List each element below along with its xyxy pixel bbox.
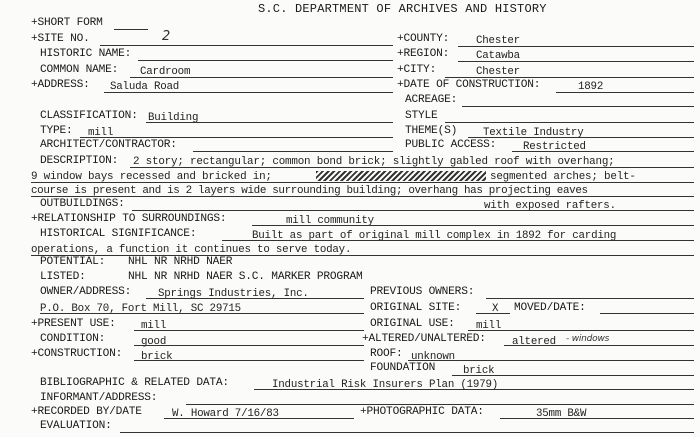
listed-options[interactable]: NHL NR NRHD NAER S.C. MARKER PROGRAM [128,271,363,283]
foundation-value[interactable]: brick [463,365,495,377]
potential-options[interactable]: NHL NR NRHD NAER [128,256,233,268]
bibliographic-label: BIBLIOGRAPHIC & RELATED DATA: [40,377,229,389]
short-form-line[interactable] [114,29,148,30]
outbuildings-label: OUTBUILDINGS: [40,198,125,210]
region-label: +REGION: [397,48,450,60]
public-access-label: PUBLIC ACCESS: [405,139,497,151]
informant-line[interactable] [186,404,694,405]
original-use-value[interactable]: mill [476,320,502,332]
form-title: S.C. DEPARTMENT OF ARCHIVES AND HISTORY [258,2,547,16]
informant-label: INFORMANT/ADDRESS: [40,392,158,404]
owner-line [146,298,364,299]
foundation-line [452,375,694,376]
classification-label: CLASSIFICATION: [40,110,138,122]
common-name-value[interactable]: Cardroom [140,66,191,78]
roof-value[interactable]: unknown [411,351,455,363]
evaluation-line[interactable] [120,432,694,433]
moved-date-label: MOVED/DATE: [514,302,586,314]
acreage-line[interactable] [462,106,694,107]
potential-label: POTENTIAL: [40,256,106,268]
previous-owners-label: PREVIOUS OWNERS: [370,286,475,298]
condition-line [134,345,364,346]
date-line [556,92,694,93]
present-use-value[interactable]: mill [141,320,167,332]
address-value[interactable]: Saluda Road [110,81,180,93]
condition-label: CONDITION: [40,333,106,345]
foundation-label: FOUNDATION [370,362,436,374]
outbuildings-continuation[interactable]: with exposed rafters. [484,200,616,212]
short-form-label: +SHORT FORM [31,17,103,29]
photographic-line [500,418,694,419]
altered-line [504,345,694,346]
classification-value[interactable]: Building [148,112,199,124]
significance-rule-1 [222,240,694,241]
architect-label: ARCHITECT/CONTRACTOR: [40,139,177,151]
relationship-line [252,225,694,226]
historic-name-line[interactable] [138,60,393,61]
moved-date-line[interactable] [600,313,694,314]
county-label: +COUNTY: [397,33,450,45]
relationship-label: +RELATIONSHIP TO SURROUNDINGS: [31,213,227,225]
description-line-2b[interactable]: segmented arches; belt- [490,171,636,183]
acreage-label: ACREAGE: [405,94,458,106]
bibliographic-line [254,389,694,390]
recorded-by-line [164,418,354,419]
public-access-line [512,151,694,152]
significance-line-1[interactable]: Built as part of original mill complex in 1892 for carding [252,230,617,242]
public-access-value[interactable]: Restricted [523,141,586,153]
original-use-line [468,330,694,331]
outbuildings-line [132,210,694,211]
altered-label: +ALTERED/UNALTERED: [362,333,486,345]
county-line [458,46,694,47]
description-line-1[interactable]: 2 story; rectangular; common bond brick; slightly gabled roof with overhang; [133,156,615,168]
present-use-label: +PRESENT USE: [31,318,116,330]
relationship-value[interactable]: mill community [286,215,374,227]
original-site-value[interactable]: X [492,303,499,315]
date-label: +DATE OF CONSTRUCTION: [397,79,541,91]
original-site-line [476,313,510,314]
description-line-2a[interactable]: 9 window bays recessed and bricked in; [31,171,272,183]
type-line [80,137,393,138]
recorded-by-label: +RECORDED BY/DATE [31,406,142,418]
type-value[interactable]: mill [88,127,114,139]
altered-handwritten-note: - windows [566,334,610,344]
photographic-value[interactable]: 35mm B&W [536,408,587,420]
date-value[interactable]: 1892 [578,81,604,93]
type-label: TYPE: [40,125,73,137]
site-no-line [100,45,393,46]
themes-label: THEME(S) [405,125,458,137]
description-crossed-out [316,171,486,181]
owner-value[interactable]: Springs Industries, Inc. [158,288,309,300]
architect-line[interactable] [193,151,393,152]
city-line [445,77,694,78]
evaluation-label: EVALUATION: [40,420,112,432]
construction-line [134,360,364,361]
description-label: DESCRIPTION: [40,155,119,167]
county-value[interactable]: Chester [476,35,520,47]
bibliographic-value[interactable]: Industrial Risk Insurers Plan (1979) [272,379,499,391]
style-line[interactable] [445,122,694,123]
style-label: STYLE [405,110,438,122]
description-line-3[interactable]: course is present and is 2 layers wide surrounding building; overhang has projecting eaves [31,185,588,197]
site-no-label: +SITE NO. [31,33,90,45]
original-site-label: ORIGINAL SITE: [370,302,462,314]
present-use-line [134,330,364,331]
common-name-line [130,77,393,78]
themes-value[interactable]: Textile Industry [483,127,584,139]
city-label: +CITY: [397,64,437,76]
owner-address-line [40,313,364,314]
roof-label: ROOF: [370,348,403,360]
altered-value[interactable]: altered [512,336,556,348]
previous-owners-line[interactable] [486,298,694,299]
recorded-by-value[interactable]: W. Howard 7/16/83 [172,408,279,420]
owner-address[interactable]: P.O. Box 70, Fort Mill, SC 29715 [40,303,241,315]
address-label: +ADDRESS: [31,79,90,91]
common-name-label: COMMON NAME: [40,64,119,76]
photographic-label: +PHOTOGRAPHIC DATA: [360,406,484,418]
construction-value[interactable]: brick [141,351,173,363]
original-use-label: ORIGINAL USE: [370,318,455,330]
historic-name-label: HISTORIC NAME: [40,48,132,60]
roof-line [408,360,694,361]
significance-line-2[interactable]: operations, a function it continues to serve today. [31,244,352,256]
region-value[interactable]: Catawba [476,50,520,62]
region-line [458,61,694,62]
listed-label: LISTED: [40,271,86,283]
classification-line [146,122,393,123]
owner-label: OWNER/ADDRESS: [40,286,132,298]
site-no-value[interactable]: 2 [162,29,171,44]
description-rule-1 [130,167,694,168]
city-value[interactable]: Chester [476,66,520,78]
address-line [104,92,393,93]
description-rule-3 [31,196,694,197]
themes-line [468,137,694,138]
construction-label: +CONSTRUCTION: [31,348,123,360]
significance-label: HISTORICAL SIGNIFICANCE: [40,228,197,240]
description-rule-2 [31,182,694,183]
condition-value[interactable]: good [141,336,167,348]
